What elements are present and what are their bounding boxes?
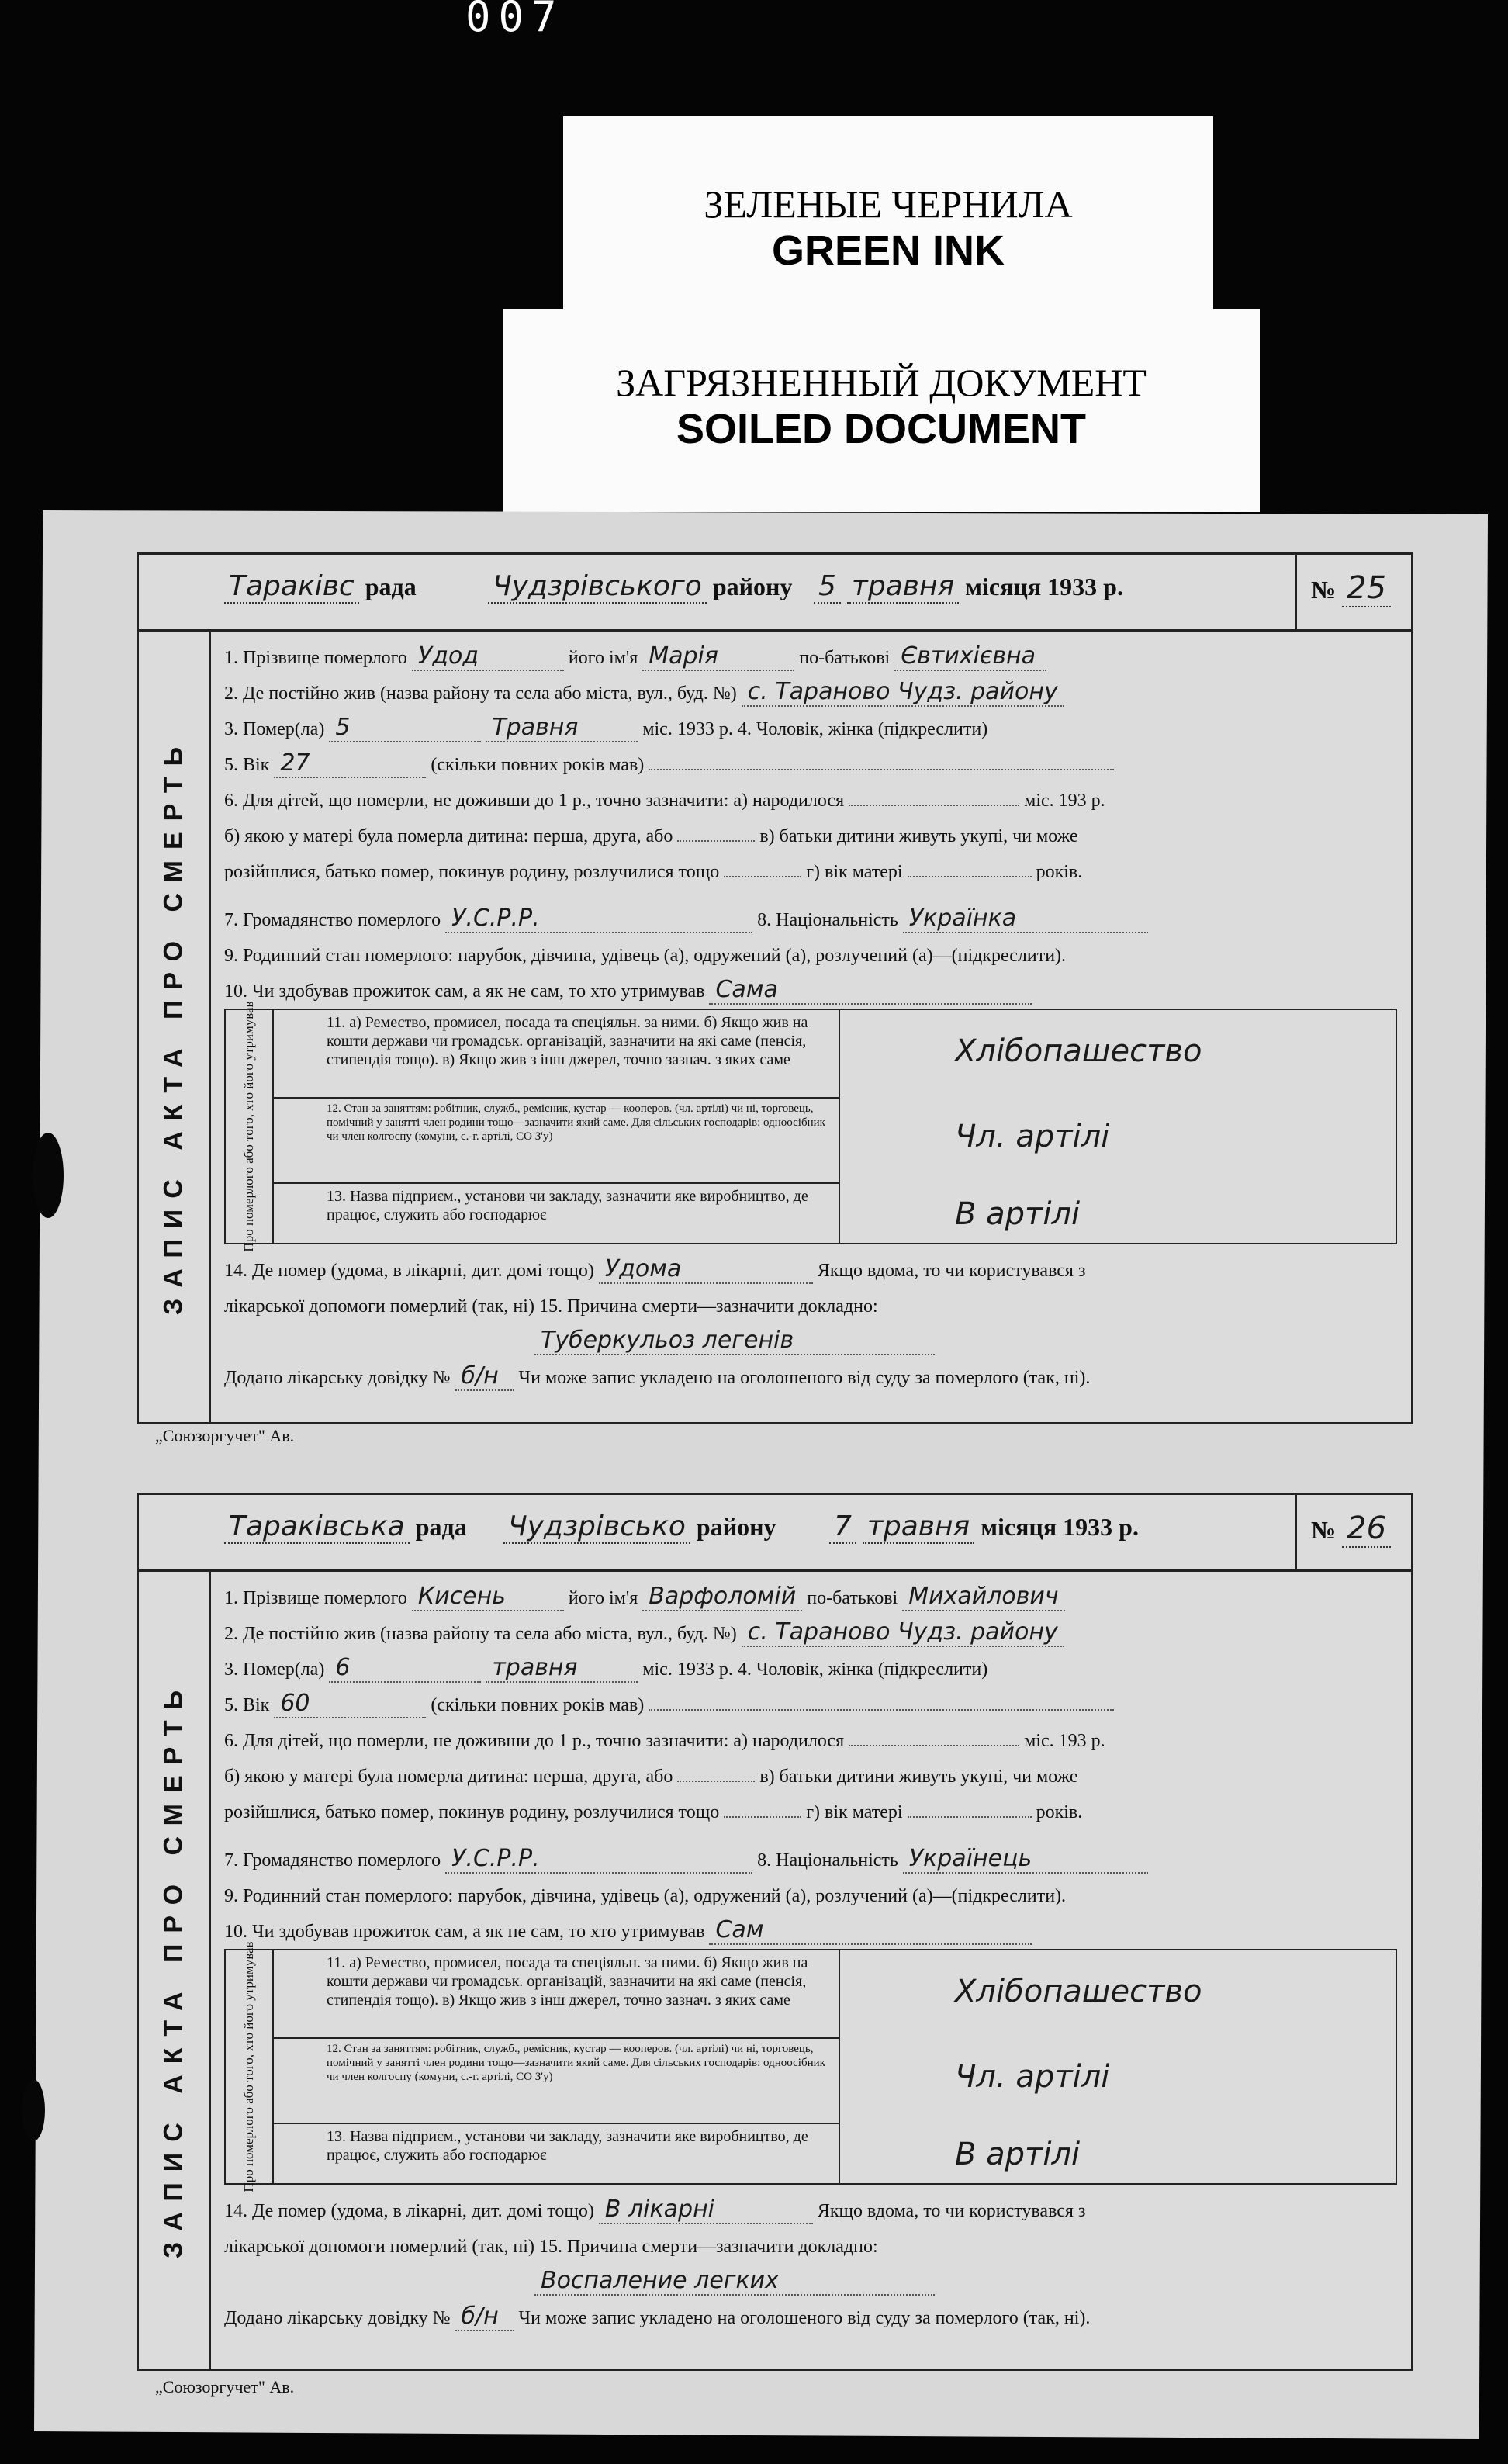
cause-value: Туберкульоз легенів	[534, 1327, 935, 1355]
field-5: 5. Вік 27 (скільки повних років мав)	[224, 747, 1397, 783]
death-record-card-25	[137, 552, 1413, 1424]
residence-value: с. Тараново Чудз. району	[742, 1619, 1064, 1647]
field-7: 7. Громадянство померлого У.С.Р.Р. 8. Національність Українка	[224, 902, 1397, 938]
number-sign: №	[1311, 576, 1337, 604]
field-2: 2. Де постійно жив (назва району та села або міста, вул., буд. №) с. Тараново Чудз. району	[224, 676, 1397, 711]
workplace-value: В артілі	[955, 1196, 1081, 1232]
name-value: Варфоломій	[642, 1583, 802, 1611]
field-10: 10. Чи здобував прожиток сам, а як не сам, то хто утримував Сама	[224, 974, 1397, 1009]
record-fields	[224, 640, 1397, 1009]
occupation-box: Про померлого або того, хто його утримував 11. а) Ремество, промисел, посада та спеціяльн. за ними. б) Якщо жив на кошти держави чи громадськ. організацій, зазначити на які саме (пенсія, стипендія тощо). в) Якщо жив з інш джерел, точно зазнач. з яких саме 12. Стан за заняттям: робітник, служб., ремісник, кустар — кооперов. (чл. артілі) чи ні, торговець, помічний у занятті член родини тощо—зазначити який саме. Для сільських господарів: одноосібник чи член колгоспу (комуни, с.-г. артілі, СО З'у) 13. Назва підприєм., установи чи закладу, зазначити яке виробництво, де працює, служить або господарює Хлібопашество Чл. артілі В артілі	[224, 1009, 1397, 1244]
surname-value: Удод	[412, 643, 564, 671]
certificate-value: б/н	[455, 2303, 514, 2331]
death-record-card-26	[137, 1493, 1413, 2371]
soiled-document-ru: ЗАГРЯЗНЕННЫЙ ДОКУМЕНТ	[616, 361, 1147, 404]
number-value: 26	[1342, 1511, 1391, 1548]
died-day-value: 6	[329, 1655, 481, 1683]
rada-label: рада	[415, 1513, 467, 1541]
died-month-value: травня	[486, 1655, 638, 1683]
patronymic-value: Михайлович	[902, 1583, 1064, 1611]
surname-value: Кисень	[412, 1583, 564, 1611]
field-9: 9. Родинний стан померлого: парубок, дівчина, удівець (а), одружений (а), розлучений (а)—(підкреслити).	[224, 946, 1067, 966]
number-sign: №	[1311, 1516, 1337, 1544]
nationality-value: Українець	[903, 1846, 1148, 1874]
place-of-death-value: Удома	[599, 1256, 813, 1284]
field-6b: б) якою у матері була померла дитина: перша, друга, або в) батьки дитини живуть укупі, чи може	[224, 1759, 1397, 1794]
cause-value: Воспаление легких	[534, 2268, 935, 2296]
vertical-title: ЗАПИС АКТА ПРО СМЕРТЬ	[139, 629, 211, 1422]
district-value: Чудзрівсько	[503, 1511, 690, 1544]
occupation-value: Хлібопашество	[955, 1033, 1202, 1069]
field-3: 3. Помер(ла) 5 Травня міс. 1933 р. 4. Чоловік, жінка (підкреслити)	[224, 714, 988, 741]
citizenship-value: У.С.Р.Р.	[445, 905, 752, 933]
occupation-value: Хлібопашество	[955, 1974, 1202, 2009]
age-value: 27	[274, 750, 426, 778]
green-ink-ru: ЗЕЛЕНЫЕ ЧЕРНИЛА	[704, 182, 1073, 226]
field-1: 1. Прізвище померлого Кисень його ім'я Варфоломій по-батькові Михайлович	[224, 1580, 1397, 1616]
field-6a: 6. Для дітей, що померли, не доживши до 1 р., точно зазначити: а) народилося міс. 193 р.	[224, 1723, 1397, 1759]
place-of-death-value: В лікарні	[599, 2196, 813, 2224]
month-label: місяця 1933 р.	[981, 1513, 1139, 1541]
number-value: 25	[1342, 570, 1391, 607]
green-ink-en: GREEN INK	[771, 227, 1005, 274]
field-10: 10. Чи здобував прожиток сам, а як не сам, то хто утримував Сам	[224, 1914, 1397, 1950]
vertical-title: ЗАПИС АКТА ПРО СМЕРТЬ	[139, 1569, 211, 2369]
field-9: 9. Родинний стан померлого: парубок, дівчина, удівець (а), одружений (а), розлучений (а)—(підкреслити).	[224, 1886, 1067, 1906]
footer-publisher: „Союзоргучет" Ав.	[155, 1426, 295, 1445]
day-value: 7	[829, 1511, 856, 1544]
occupation-box: Про померлого або того, хто його утримував 11. а) Ремество, промисел, посада та спеціяльн. за ними. б) Якщо жив на кошти держави чи громадськ. організацій, зазначити на які саме (пенсія, стипендія тощо). в) Якщо жив з інш джерел, точно зазнач. з яких саме 12. Стан за заняттям: робітник, служб., ремісник, кустар — кооперов. (чл. артілі) чи ні, торговець, помічний у занятті член родини тощо—зазначити який саме. Для сільських господарів: одноосібник чи член колгоспу (комуни, с.-г. артілі, СО З'у) 13. Назва підприєм., установи чи закладу, зазначити яке виробництво, де працює, служить або господарює Хлібопашество Чл. артілі В артілі	[224, 1949, 1397, 2185]
record-fields-bottom: 14. Де помер (удома, в лікарні, дит. домі тощо) В лікарні Якщо вдома, то чи користувався з лікарської допомоги померлий (так, ні) 15. Причина смерти—зазначити докладно: Воспаление легких Додано лікарську довідку № б/н Чи може запис укладено на оголошеного від суду за померлого (так, ні).	[224, 2196, 1091, 2330]
month-value: травня	[863, 1511, 974, 1544]
status-value: Чл. артілі	[955, 1119, 1110, 1154]
field-2: 2. Де постійно жив (назва району та села або міста, вул., буд. №) с. Тараново Чудз. району	[224, 1616, 1397, 1652]
patronymic-value: Євтихієвна	[894, 643, 1046, 671]
status-value: Чл. артілі	[955, 2059, 1110, 2095]
record-number	[1295, 555, 1411, 629]
nationality-value: Українка	[903, 905, 1148, 933]
month-label: місяця 1933 р.	[965, 573, 1123, 600]
field-1: 1. Прізвище померлого Удод його ім'я Марія по-батькові Євтихієвна	[224, 640, 1397, 676]
village-value: Тараківська	[224, 1511, 410, 1544]
soiled-document-label	[503, 309, 1260, 512]
age-value: 60	[274, 1691, 426, 1718]
record-fields-bottom: 14. Де помер (удома, в лікарні, дит. домі тощо) Удома Якщо вдома, то чи користувався з лікарської допомоги померлий (так, ні) 15. Причина смерти—зазначити докладно: Туберкульоз легенів Додано лікарську довідку № б/н Чи може запис укладено на оголошеного від суду за померлого (так, ні).	[224, 1255, 1091, 1389]
field-7: 7. Громадянство померлого У.С.Р.Р. 8. Національність Українець	[224, 1843, 1397, 1878]
supported-by-value: Сама	[709, 977, 1032, 1005]
field-5: 5. Вік 60 (скільки повних років мав)	[224, 1687, 1397, 1723]
frame-number: 007	[465, 0, 565, 34]
soiled-document-en: SOILED DOCUMENT	[676, 406, 1086, 452]
record-header	[139, 555, 1411, 632]
district-label: району	[696, 1513, 776, 1541]
supported-by-value: Сам	[709, 1917, 1032, 1945]
edge-damage	[33, 1133, 64, 1218]
record-header	[139, 1495, 1411, 1572]
field-6b: б) якою у матері була померла дитина: перша, друга, або в) батьки дитини живуть укупі, чи може	[224, 818, 1397, 854]
field-3: 3. Помер(ла) 6 травня міс. 1933 р. 4. Чоловік, жінка (підкреслити)	[224, 1654, 988, 1681]
certificate-value: б/н	[455, 1363, 514, 1391]
died-month-value: Травня	[486, 715, 638, 742]
residence-value: с. Тараново Чудз. району	[742, 679, 1064, 707]
citizenship-value: У.С.Р.Р.	[445, 1846, 752, 1874]
field-6c: розійшлися, батько помер, покинув родину, розлучилися тощо г) вік матері років.	[224, 854, 1397, 890]
edge-damage	[22, 2079, 45, 2141]
day-value: 5	[814, 570, 841, 604]
died-day-value: 5	[329, 715, 481, 742]
month-value: травня	[847, 570, 959, 604]
field-6a: 6. Для дітей, що померли, не доживши до 1 р., точно зазначити: а) народилося міс. 193 р.	[224, 783, 1397, 818]
record-number	[1295, 1495, 1411, 1569]
green-ink-label	[563, 116, 1213, 318]
footer-publisher: „Союзоргучет" Ав.	[155, 2377, 295, 2397]
record-fields	[224, 1580, 1397, 1950]
district-value: Чудзрівського	[488, 570, 707, 604]
name-value: Марія	[642, 643, 794, 671]
village-value: Тараківс	[224, 570, 359, 604]
district-label: району	[712, 573, 793, 600]
rada-label: рада	[365, 573, 417, 600]
field-6c: розійшлися, батько помер, покинув родину, розлучилися тощо г) вік матері років.	[224, 1794, 1397, 1830]
workplace-value: В артілі	[955, 2137, 1081, 2172]
